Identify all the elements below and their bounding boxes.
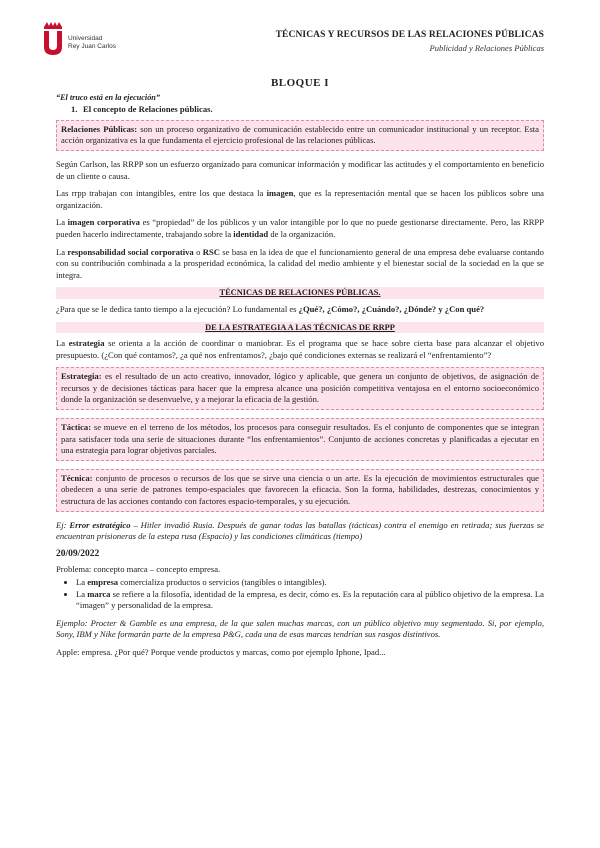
list-item: • La marca se refiere a la filosofía, identidad de la empresa, es decir, cómo es. Es la reputación cara al público objetivo de la empresa. La “imagen” y personalidad de la empresa. [76,589,544,612]
section-number: 1. [71,104,78,115]
paragraph-questions: ¿Para que se le dedica tanto tiempo a la ejecución? Lo fundamental es ¿Qué?, ¿Cómo?, ¿Cuándo?, ¿Dónde? y ¿Con qué? [56,303,485,314]
logo-line2: Rey Juan Carlos [68,42,117,50]
document-body [56,78,544,665]
logo-line1: Universidad [68,35,103,42]
quote: “El truco está en la ejecución” [56,92,160,102]
bloque-heading: BLOQUE I [270,77,330,89]
university-logo [40,22,160,56]
definition-box-tecnica: Técnica: conjunto de procesos o recursos de los que se sirve una ciencia o un arte. Es la ejecución de movimientos estructurales que obedecen a una serie de patrones tempo-espaciales que favorecen la eficacia. Son la forma, habilidades, destrezas, conocimientos y estructura de las acciones contando con factores espacio-temporales, y su ejecución. [56,469,544,512]
heading-tecnicas: TÉCNICAS DE RELACIONES PÚBLICAS. [56,287,544,299]
paragraph-apple: Apple: empresa. ¿Por qué? Porque vende productos y marcas, como por ejemplo Iphone, Ipad... [56,646,386,657]
paragraph-carlson: Según Carlson, las RRPP son un esfuerzo organizado para comunicar información y modificar las actitudes y el comportamiento en beneficio de un cliente o causa. [56,158,544,181]
header-title: TÉCNICAS Y RECURSOS DE LAS RELACIONES PÚBLICAS [275,30,544,40]
paragraph-example-hitler: Ej: Error estratégico – Hitler invadió Rusia. Después de ganar todas las batallas (tácticas) contra el enemigo en retirada; sus fuerzas se encuentran prisioneras de la estepa rusa (Espacio) y las condiciones climáticas (tiempo) [56,519,544,542]
paragraph-estrategia: La estrategia se orienta a la acción de coordinar o maniobrar. Es el programa que se hace sobre cierta base para alcanzar el objetivo presupuesto. (¿Con qué contamos?, ¿a qué nos enfrentamos?, ¿bajo qué condiciones externas se realizará el “enfrentamiento”? [56,338,544,360]
date-heading: 20/09/2022 [56,548,100,559]
definition-box-estrategia: Estrategia: es el resultado de un acto creativo, innovador, lógico y aplicable, que genera un conjunto de objetivos, de asignación de recursos y de decisiones tácticas para hacer que la empresa alcance una posición competitiva ventajosa en el entorno socioeconómico donde la organización se desenvuelve, y a mejorar la eficacia de la gestión. [56,367,544,410]
section-title: El concepto de Relaciones públicas. [83,104,213,115]
paragraph-imagen-corporativa: La imagen corporativa es “propiedad” de los públicos y un valor intangible por lo que no puede gestionarse directamente. Pero, las RRPP pueden hacerlo indirectamente, trabajando sobre la identidad de la organización. [56,217,544,239]
heading-estrategia: DE LA ESTRATEGIA A LAS TÉCNICAS DE RRPP [56,322,544,334]
paragraph-rsc: La responsabilidad social corporativa o RSC se basa en la idea de que el funcionamiento general de una empresa debe evaluarse contando con su contribución combinada a la prosperidad económica, la calidad del medio ambiente y el bienestar social de la sociedad en la que se integra. [56,246,544,280]
definition-box-tactica: Táctica: se mueve en el terreno de los métodos, los procesos para conseguir resultados. Es el conjunto de componentes que se integran para satisfacer toda una serie de situaciones durante “los enfrentamientos”. Conjunto de acciones concretas y planificadas a ejecutar en una estrategia para lograr objetivos parciales. [56,418,544,461]
paragraph-ejemplo-pg: Ejemplo: Procter & Gamble es una empresa, de la que salen muchas marcas, con un público objetivo muy segmentado. Si, por ejemplo, Sony, IBM y Nike formarán parte de la empresa P&G, cada una de esas marcas tendrían sus rasgos distintivos. [56,617,544,640]
paragraph-intangibles: Las rrpp trabajan con intangibles, entre los que destaca la imagen, que es la representación mental que se hacen los públicos sobre una organización. [56,188,544,210]
bullet-list [56,577,544,612]
section-1-heading [71,104,544,116]
definition-box-rrpp [56,120,544,151]
header-subtitle: Publicidad y Relaciones Públicas [429,43,544,53]
list-item: • La empresa comercializa productos o servicios (tangibles o intangibles). [76,577,544,589]
definition: son un proceso organizativo de comunicación establecido entre un comunicador institucional y un receptor. Esta acción organizativa es la que fundamenta el ejercicio profesional de las relaciones públicas. [61,123,539,146]
paragraph-problema: Problema: concepto marca – concepto empresa. [56,564,221,575]
term: Relaciones Públicas: [61,123,138,134]
